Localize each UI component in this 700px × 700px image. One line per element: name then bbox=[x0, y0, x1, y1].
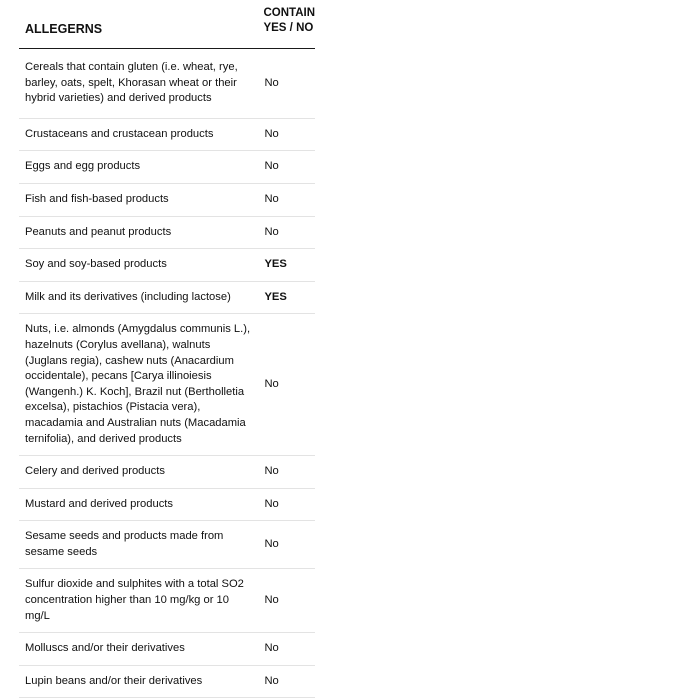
allergen-name: Soy and soy-based products bbox=[19, 249, 258, 282]
contain-value: No bbox=[258, 183, 315, 216]
table-row bbox=[19, 569, 315, 633]
table-header bbox=[19, 0, 315, 49]
allergen-name: Celery and derived products bbox=[19, 456, 258, 489]
contain-value: No bbox=[258, 488, 315, 521]
contain-value: YES bbox=[258, 249, 315, 282]
allergen-table bbox=[19, 0, 315, 698]
allergen-name: Crustaceans and crustacean products bbox=[19, 118, 258, 151]
contain-value: No bbox=[258, 665, 315, 698]
allergen-name: Molluscs and/or their derivatives bbox=[19, 633, 258, 666]
allergen-name: Nuts, i.e. almonds (Amygdalus communis L.), hazelnuts (Corylus avellana), walnuts (Juglans regia), cashew nuts (Anacardium occidentale), pecans [Carya illinoiesis (Wangenh.) K. Koch], Brazil nut (Bertholletia excelsa), pistachios (Pistacia vera), macadamia and Australian nuts (Macadamia ternifolia), and derived products bbox=[19, 314, 258, 456]
table-row bbox=[19, 183, 315, 216]
allergen-name: Mustard and derived products bbox=[19, 488, 258, 521]
contain-value: No bbox=[258, 49, 315, 119]
table-row bbox=[19, 216, 315, 249]
allergen-name: Milk and its derivatives (including lactose) bbox=[19, 281, 258, 314]
contain-column-header bbox=[258, 0, 315, 49]
header-row bbox=[19, 0, 315, 49]
contain-value: No bbox=[258, 521, 315, 569]
table-row bbox=[19, 521, 315, 569]
table-row bbox=[19, 49, 315, 119]
contain-value: No bbox=[258, 456, 315, 489]
allergen-name: Peanuts and peanut products bbox=[19, 216, 258, 249]
table-row bbox=[19, 249, 315, 282]
table-row bbox=[19, 665, 315, 698]
allergen-name: Fish and fish-based products bbox=[19, 183, 258, 216]
table-row bbox=[19, 456, 315, 489]
contain-header-line2: YES / NO bbox=[263, 22, 314, 34]
allergens-column-header: ALLEGERNS bbox=[19, 0, 258, 49]
table-row bbox=[19, 281, 315, 314]
allergen-name: Lupin beans and/or their derivatives bbox=[19, 665, 258, 698]
table-body bbox=[19, 49, 315, 698]
contain-value: No bbox=[258, 118, 315, 151]
allergen-name: Cereals that contain gluten (i.e. wheat, rye, barley, oats, spelt, Khorasan wheat or their hybrid varieties) and derived products bbox=[19, 49, 258, 119]
contain-value: No bbox=[258, 314, 315, 456]
allergen-name: Sesame seeds and products made from sesame seeds bbox=[19, 521, 258, 569]
contain-value: YES bbox=[258, 281, 315, 314]
table-row bbox=[19, 633, 315, 666]
allergen-name: Eggs and egg products bbox=[19, 151, 258, 184]
contain-value: No bbox=[258, 151, 315, 184]
allergen-name: Sulfur dioxide and sulphites with a total SO2 concentration higher than 10 mg/kg or 10 mg/L bbox=[19, 569, 258, 633]
table-row bbox=[19, 118, 315, 151]
contain-value: No bbox=[258, 569, 315, 633]
contain-header-line1: CONTAIN bbox=[263, 7, 315, 19]
contain-value: No bbox=[258, 216, 315, 249]
table-row bbox=[19, 314, 315, 456]
contain-value: No bbox=[258, 633, 315, 666]
table-row bbox=[19, 151, 315, 184]
table-row bbox=[19, 488, 315, 521]
